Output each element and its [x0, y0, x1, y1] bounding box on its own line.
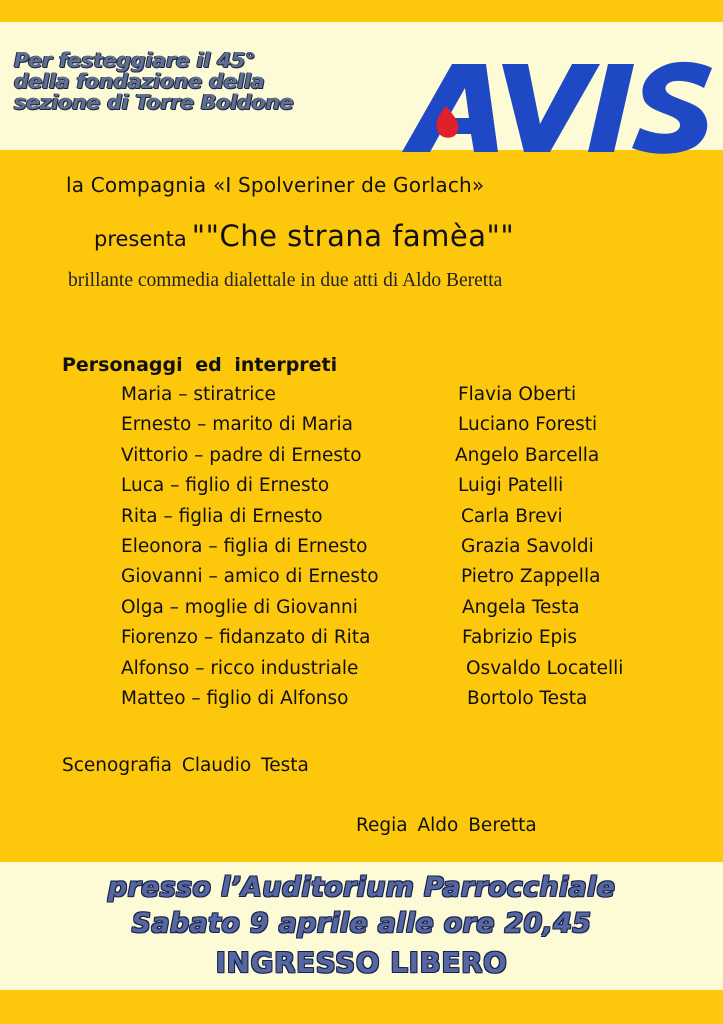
date-line: Sabato 9 aprile alle ore 20,45 [131, 908, 592, 939]
company-line: la Compagnia «I Spolveriner de Gorlach» [66, 173, 485, 197]
cast-actor: Angelo Barcella [455, 444, 600, 466]
cast-role: Luca – figlio di Ernesto [121, 475, 330, 497]
cast-role: Fiorenzo – fidanzato di Rita [121, 627, 371, 649]
cast-role: Alfonso – ricco industriale [121, 657, 359, 679]
cast-row [0, 506, 723, 536]
presenta-line [94, 219, 514, 253]
cast-row [0, 688, 723, 718]
show-title: ""Che strana famèa"" [191, 219, 515, 253]
cast-row [0, 414, 723, 444]
cast-row [0, 384, 723, 414]
cast-row [0, 445, 723, 475]
cast-row [0, 566, 723, 596]
venue-line: presso l’Auditorium Parrocchiale [107, 872, 616, 903]
header-band [0, 22, 723, 150]
cast-actor: Fabrizio Epis [462, 627, 578, 649]
cast-role: Giovanni – amico di Ernesto [121, 566, 379, 588]
cast-row [0, 536, 723, 566]
cast-actor: Angela Testa [462, 596, 580, 618]
cast-row [0, 658, 723, 688]
cast-actor: Pietro Zappella [461, 566, 601, 588]
avis-logo [400, 60, 714, 155]
avis-logo-letter-s [632, 62, 712, 154]
cast-role: Eleonora – figlia di Ernesto [121, 535, 368, 557]
cast-list [0, 384, 723, 718]
cast-role: Ernesto – marito di Maria [121, 414, 353, 436]
entry-line: INGRESSO LIBERO [215, 946, 508, 979]
cast-role: Matteo – figlio di Alfonso [121, 687, 349, 709]
tagline-line: della fondazione della [14, 69, 265, 93]
cast-role: Vittorio – padre di Ernesto [121, 444, 362, 466]
tagline-line: sezione di Torre Boldone [14, 90, 294, 114]
footer-band [0, 862, 723, 990]
regia-credit: Regia Aldo Beretta [356, 815, 537, 836]
show-subtitle: brillante commedia dialettale in due atti di Aldo Beretta [68, 270, 503, 291]
cast-row [0, 627, 723, 657]
presenta-label: presenta [94, 227, 187, 251]
cast-row [0, 597, 723, 627]
cast-actor: Carla Brevi [461, 505, 563, 527]
tagline-line: Per festeggiare il 45° [14, 48, 256, 72]
anniversary-tagline [14, 50, 404, 113]
cast-actor: Flavia Oberti [458, 384, 577, 405]
avis-logo-letter-a [402, 64, 498, 152]
avis-logo-letter-v [502, 64, 600, 152]
cast-actor: Osvaldo Locatelli [466, 657, 624, 679]
cast-actor: Bortolo Testa [467, 687, 588, 709]
avis-logo-letter-i [588, 64, 634, 152]
cast-actor: Luigi Patelli [458, 475, 564, 497]
cast-role: Olga – moglie di Giovanni [121, 596, 358, 618]
cast-actor: Luciano Foresti [458, 414, 598, 436]
scenografia-credit: Scenografia Claudio Testa [62, 755, 309, 776]
cast-heading: Personaggi ed interpreti [62, 354, 338, 376]
cast-role: Maria – stiratrice [121, 384, 276, 405]
cast-role: Rita – figlia di Ernesto [121, 505, 323, 527]
cast-row [0, 475, 723, 505]
cast-actor: Grazia Savoldi [461, 535, 594, 557]
